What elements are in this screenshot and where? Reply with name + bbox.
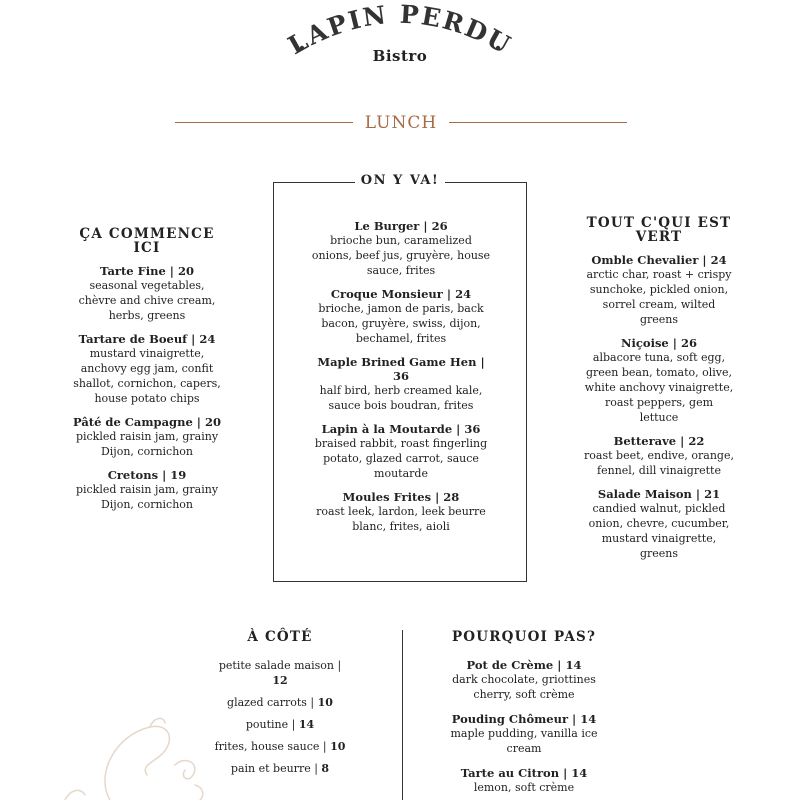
item-price: 10: [330, 740, 346, 753]
item-desc: arctic char, roast + crispy sunchoke, pickled onion, sorrel cream, wilted greens: [586, 268, 732, 326]
item-price: 19: [170, 468, 187, 482]
side-item: frites, house sauce | 10: [214, 740, 346, 753]
item-desc: roast beet, endive, orange, fennel, dill vinaigrette: [584, 449, 734, 477]
item-name: Pouding Chômeur: [451, 712, 569, 726]
salads-section: [584, 216, 734, 570]
desserts-title: POURQUOI PAS?: [451, 629, 597, 645]
item-price: 12: [272, 674, 288, 687]
item-price: 24: [710, 253, 727, 267]
item-desc: pickled raisin jam, grainy Dijon, cornichon: [75, 483, 219, 511]
item-desc: half bird, herb creamed kale, sauce bois boudran, frites: [319, 384, 483, 412]
menu-item: Pot de Crème | 14 dark chocolate, griottines cherry, soft crème: [450, 658, 598, 702]
item-price: 10: [317, 696, 333, 709]
mains-title: ON Y VA!: [355, 173, 445, 188]
item-price: 22: [688, 434, 705, 448]
item-name: Salade Maison: [597, 487, 692, 501]
item-name: Tartare de Boeuf: [78, 332, 188, 346]
menu-item: Croque Monsieur | 24 brioche, jamon de paris, back bacon, gruyère, swiss, dijon, bechamel, frites: [310, 287, 492, 346]
starters-section: [72, 227, 222, 521]
logo-text: LAPIN PERDU: [283, 0, 517, 61]
divider-left: [175, 122, 353, 123]
item-desc: albacore tuna, soft egg, green bean, tomato, olive, white anchovy vinaigrette, roast peppers, gem lettuce: [584, 351, 734, 424]
item-name: frites, house sauce: [214, 740, 320, 753]
item-desc: pickled raisin jam, grainy Dijon, cornichon: [75, 430, 219, 458]
item-desc: braised rabbit, roast fingerling potato, glazed carrot, sauce moutarde: [314, 437, 488, 480]
item-name: Omble Chevalier: [591, 253, 699, 267]
side-item: petite salade maison | 12: [218, 659, 342, 687]
item-name: Betterave: [613, 434, 677, 448]
item-name: Le Burger: [354, 219, 420, 233]
menu-item: Omble Chevalier | 24 arctic char, roast + crispy sunchoke, pickled onion, sorrel cream, wilted greens: [584, 253, 734, 327]
item-desc: candied walnut, pickled onion, chevre, cucumber, mustard vinaigrette, greens: [588, 502, 730, 560]
item-price: 14: [565, 658, 582, 672]
item-desc: lemon, soft crème: [473, 781, 575, 794]
item-price: 14: [298, 718, 315, 731]
item-name: Moules Frites: [342, 490, 432, 504]
item-name: petite salade maison: [218, 659, 334, 672]
sides-title: À CÔTÉ: [247, 629, 313, 645]
item-name: Lapin à la Moutarde: [321, 422, 453, 436]
menu-item: Pâté de Campagne | 20 pickled raisin jam, grainy Dijon, cornichon: [73, 415, 221, 458]
item-desc: mustard vinaigrette, anchovy egg jam, confit shallot, cornichon, capers, house potato chips: [73, 347, 221, 405]
item-name: poutine: [245, 718, 289, 731]
item-desc: roast leek, lardon, leek beurre blanc, frites, aioli: [316, 505, 486, 533]
item-name: Maple Brined Game Hen: [317, 355, 477, 369]
item-name: Tarte au Citron: [460, 766, 560, 780]
item-name: Pâté de Campagne: [73, 415, 193, 429]
menu-item: Salade Maison | 21 candied walnut, pickled onion, chevre, cucumber, mustard vinaigrette, greens: [584, 487, 734, 561]
menu-item: Moules Frites | 28 roast leek, lardon, leek beurre blanc, frites, aioli: [310, 490, 492, 534]
side-item: pain et beurre | 8: [230, 762, 330, 775]
item-price: 24: [199, 332, 216, 346]
item-price: 20: [204, 415, 221, 429]
menu-item: Pouding Chômeur | 14 maple pudding, vanilla ice cream: [450, 712, 598, 755]
item-price: 14: [580, 712, 597, 726]
item-price: 24: [455, 287, 472, 301]
menu-item: Betterave | 22 roast beet, endive, orange, fennel, dill vinaigrette: [584, 434, 734, 477]
side-item: glazed carrots | 10: [227, 696, 333, 709]
menu-item: Maple Brined Game Hen | 36 half bird, herb creamed kale, sauce bois boudran, frites: [310, 355, 492, 413]
item-price: 36: [464, 422, 481, 436]
item-price: 14: [571, 766, 588, 780]
item-desc: brioche bun, caramelized onions, beef jus, gruyère, house sauce, frites: [311, 234, 491, 277]
item-price: 21: [704, 487, 721, 501]
menu-item: Lapin à la Moutarde | 36 braised rabbit, roast fingerling potato, glazed carrot, sauce moutarde: [310, 422, 492, 481]
logo-subtitle: Bistro: [372, 47, 428, 65]
desserts-section: [450, 630, 598, 805]
menu-title: LUNCH: [364, 113, 438, 133]
item-price: 8: [321, 762, 330, 775]
item-name: Niçoise: [621, 336, 669, 350]
divider-right: [449, 122, 627, 123]
item-price: 28: [443, 490, 460, 504]
item-price: 26: [680, 336, 697, 350]
item-desc: maple pudding, vanilla ice cream: [450, 727, 598, 755]
menu-item: Cretons | 19 pickled raisin jam, grainy Dijon, cornichon: [72, 468, 222, 512]
vertical-divider: [402, 630, 403, 800]
starters-title: ÇA COMMENCE ICI: [79, 226, 215, 256]
rabbit-illustration: [55, 715, 215, 800]
side-item: poutine | 14: [245, 718, 315, 731]
item-price: 20: [178, 264, 195, 278]
item-name: Cretons: [107, 468, 159, 482]
item-desc: seasonal vegetables, chèvre and chive cream, herbs, greens: [78, 279, 216, 322]
item-name: pain et beurre: [230, 762, 311, 775]
item-name: Tarte Fine: [99, 264, 166, 278]
salads-title: TOUT C'QUI EST VERT: [586, 215, 732, 245]
item-price: 26: [431, 219, 448, 233]
item-name: Croque Monsieur: [330, 287, 443, 301]
item-name: Pot de Crème: [466, 658, 554, 672]
menu-item: Tarte Fine | 20 seasonal vegetables, chèvre and chive cream, herbs, greens: [72, 264, 222, 323]
item-desc: brioche, jamon de paris, back bacon, gruyère, swiss, dijon, bechamel, frites: [318, 302, 484, 345]
item-name: glazed carrots: [227, 696, 307, 709]
menu-item: Niçoise | 26 albacore tuna, soft egg, green bean, tomato, olive, white anchovy vinaigrette, roast peppers, gem lettuce: [584, 336, 734, 424]
item-desc: dark chocolate, griottines cherry, soft crème: [452, 673, 596, 701]
menu-item: Tarte au Citron | 14 lemon, soft crème: [450, 766, 598, 795]
sides-section: [210, 630, 350, 783]
menu-item: Tartare de Boeuf | 24 mustard vinaigrette, anchovy egg jam, confit shallot, cornichon, capers, house potato chips: [73, 332, 221, 405]
mains-section: [310, 219, 492, 543]
menu-item: Le Burger | 26 brioche bun, caramelized onions, beef jus, gruyère, house sauce, frites: [311, 219, 491, 277]
item-price: 36: [392, 369, 409, 383]
